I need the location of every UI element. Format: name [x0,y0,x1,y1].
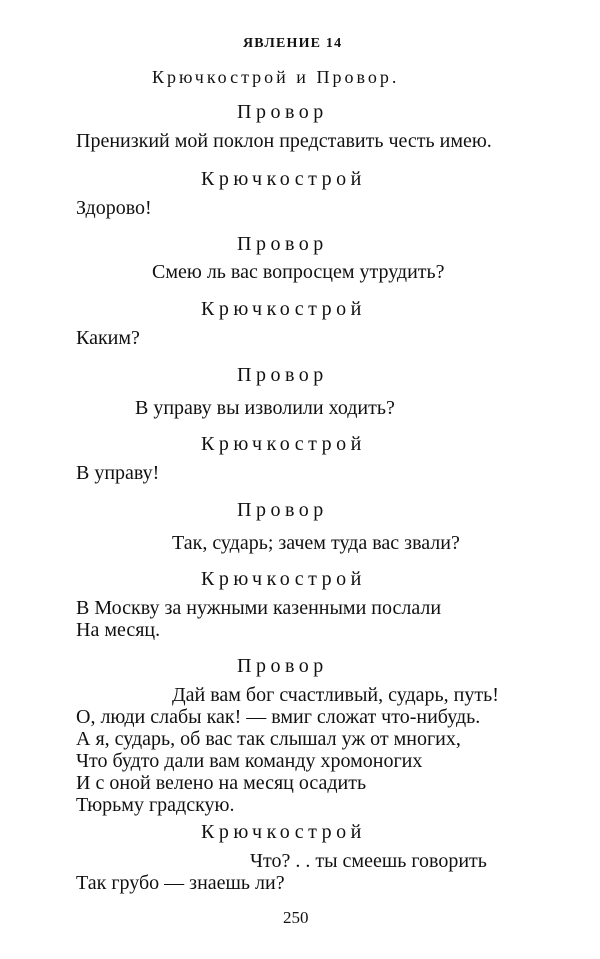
dialogue-line: В Москву за нужными казенными послали [76,597,442,619]
dialogue-line: Пренизкий мой поклон представить честь имею. [76,130,492,152]
speaker-name: Провор [237,655,328,677]
dialogue-line: Что будто дали вам команду хромоногих [76,750,423,772]
speaker-name: Крючкострой [201,821,366,843]
dialogue-line: На месяц. [76,619,161,641]
speaker-name: Крючкострой [201,168,366,190]
scene-cast: Крючкострой и Провор. [152,67,400,87]
dialogue-line: В управу вы изволили ходить? [135,397,395,419]
dialogue-line: Смею ль вас вопросцем утрудить? [152,261,445,283]
speaker-name: Провор [237,233,328,255]
speaker-name: Крючкострой [201,298,366,320]
dialogue-line: Тюрьму градскую. [76,794,235,816]
dialogue-line: Так грубо — знаешь ли? [76,872,285,894]
speaker-name: Провор [237,499,328,521]
scene-heading: ЯВЛЕНИЕ 14 [243,36,343,51]
page-number: 250 [283,908,309,927]
dialogue-line: А я, сударь, об вас так слышал уж от многих, [76,728,461,750]
dialogue-line: Дай вам бог счастливый, сударь, путь! [172,684,499,706]
speaker-name: Провор [237,364,328,386]
dialogue-line: В управу! [76,462,160,484]
dialogue-line: Так, сударь; зачем туда вас звали? [172,532,460,554]
dialogue-line: О, люди слабы как! — вмиг сложат что-нибудь. [76,706,481,728]
dialogue-line: И с оной велено на месяц осадить [76,772,367,794]
speaker-name: Крючкострой [201,433,366,455]
speaker-name: Провор [237,101,328,123]
dialogue-line: Что? . . ты смеешь говорить [250,850,487,872]
dialogue-line: Каким? [76,327,140,349]
speaker-name: Крючкострой [201,568,366,590]
dialogue-line: Здорово! [76,197,152,219]
